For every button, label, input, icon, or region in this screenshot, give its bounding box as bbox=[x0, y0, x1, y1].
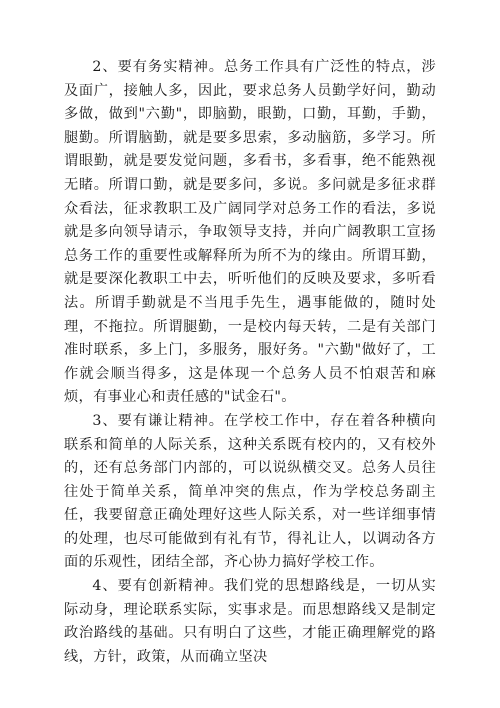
paragraph-practical-spirit: 2、要有务实精神。总务工作具有广泛性的特点，涉及面广，接触人多，因此，要求总务人员勤学好问，勤动多做，做到"六勤"，即脑勤，眼勤，口勤，耳勤，手勤，腿勤。所谓脑勤，就是要多思索，多动脑筋，多学习。所谓眼勤，就是要发觉问题，多看书，多看事，绝不能熟视无睹。所谓口勤，就是要多问，多说。多问就是多征求群众看法，征求教职工及广阔同学对总务工作的看法，多说就是多向领导请示，争取领导支持，并向广阔教职工宣扬总务工作的重要性或解释所为所不为的缘由。所谓耳勤，就是要深化教职工中去，听听他们的反映及要求，多听看法。所谓手勤就是不当甩手先生，遇事能做的，随时处理，不拖拉。所谓腿勤，一是校内每天转，二是有关部门准时联系，多上门，多服务，服好务。"六勤"做好了，工作就会顺当得多，这是体现一个总务人员不怕艰苦和麻烦，有事业心和责任感的"试金石"。 bbox=[64, 59, 436, 406]
paragraph-innovative-spirit: 4、要有创新精神。我们党的思想路线是，一切从实际动身，理论联系实际，实事求是。而思想路线又是制定政治路线的基础。只有明白了这些，才能正确理解党的路线，方针，政策，从而确立坚决 bbox=[64, 578, 436, 665]
document-page bbox=[64, 56, 436, 669]
paragraph-modest-spirit: 3、要有谦让精神。在学校工作中，存在着各种横向联系和简单的人际关系，这种关系既有校内的，又有校外的，还有总务部门内部的，可以说纵横交叉。总务人员往往处于简单关系，简单冲突的焦点，作为学校总务副主任，我要留意正确处理好这些人际关系，对一些详细事情的处理，也尽可能做到有礼有节，得礼让人，以调动各方面的乐观性，团结全部，齐心协力搞好学校工作。 bbox=[64, 412, 436, 571]
